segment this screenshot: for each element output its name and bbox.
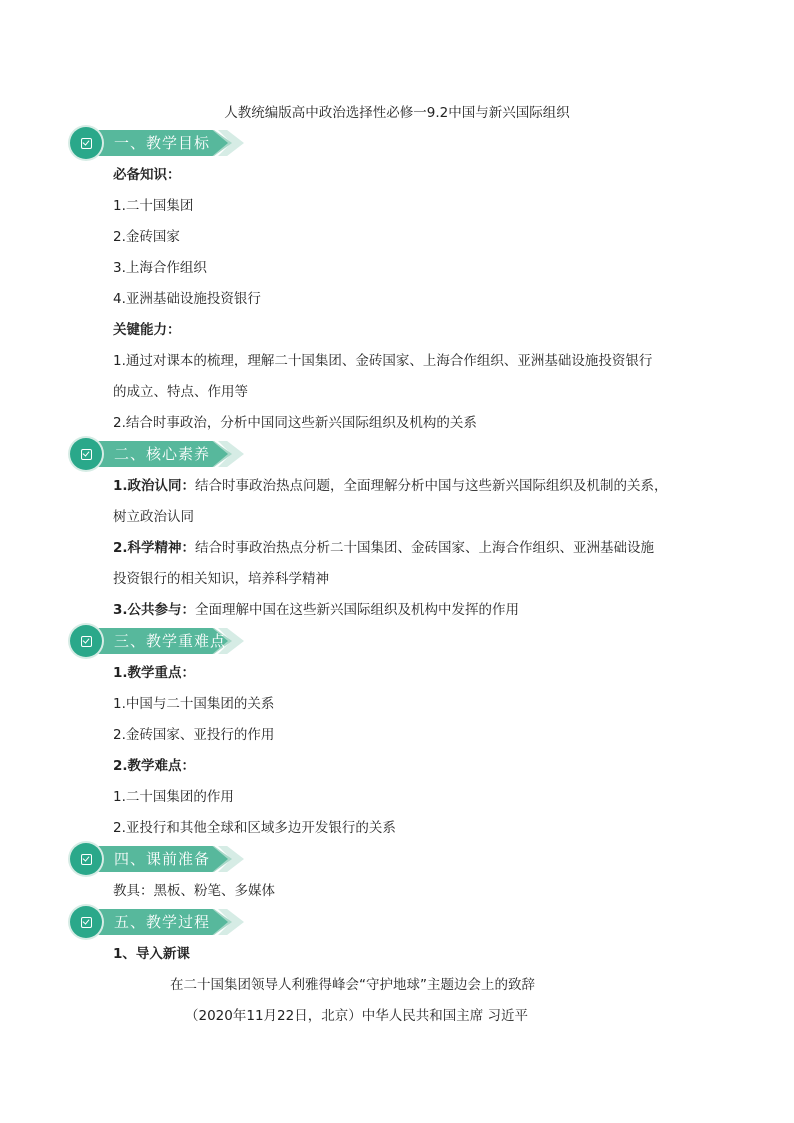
knowledge-heading: 必备知识： bbox=[113, 167, 181, 183]
section-title: 三、教学重难点 bbox=[114, 632, 227, 650]
section-banner-core-literacy bbox=[70, 437, 245, 471]
list-item: 4.亚洲基础设施投资银行 bbox=[113, 291, 261, 307]
difficult-points-heading: 2.教学难点： bbox=[113, 758, 196, 774]
section-banner-preparation bbox=[70, 842, 245, 876]
key-points-heading: 1.教学重点： bbox=[113, 665, 196, 681]
list-item: 1.通过对课本的梳理，理解二十国集团、金砖国家、上海合作组织、亚洲基础设施投资银行 bbox=[113, 353, 653, 369]
speech-title: 在二十国集团领导人利雅得峰会“守护地球”主题边会上的致辞 bbox=[170, 977, 535, 993]
section-title: 五、教学过程 bbox=[114, 913, 211, 931]
literacy-text: 结合时事政治热点分析二十国集团、金砖国家、上海合作组织、亚洲基础设施 bbox=[195, 540, 655, 556]
step-heading: 1、导入新课 bbox=[113, 946, 190, 962]
section-banner-process bbox=[70, 905, 245, 939]
literacy-item-continued: 投资银行的相关知识，培养科学精神 bbox=[113, 571, 329, 587]
checkbox-icon bbox=[70, 127, 102, 159]
speech-meta: （2020年11月22日，北京）中华人民共和国主席 习近平 bbox=[185, 1008, 529, 1024]
section-title: 二、核心素养 bbox=[114, 445, 211, 463]
literacy-item bbox=[113, 600, 519, 620]
section-banner-key-difficult-points bbox=[70, 624, 245, 658]
section-title: 四、课前准备 bbox=[114, 850, 211, 868]
list-item: 1.中国与二十国集团的关系 bbox=[113, 696, 275, 712]
checkbox-icon bbox=[70, 843, 102, 875]
list-item: 2.结合时事政治，分析中国同这些新兴国际组织及机构的关系 bbox=[113, 415, 477, 431]
literacy-item bbox=[113, 538, 654, 558]
section-banner-objectives bbox=[70, 126, 245, 160]
list-item: 2.金砖国家、亚投行的作用 bbox=[113, 727, 275, 743]
literacy-label: 2.科学精神： bbox=[113, 540, 196, 556]
list-item: 2.金砖国家 bbox=[113, 229, 180, 245]
literacy-label: 1.政治认同： bbox=[113, 478, 196, 494]
ability-heading: 关键能力： bbox=[113, 322, 181, 338]
literacy-label: 3.公共参与： bbox=[113, 602, 196, 618]
list-item: 1.二十国集团的作用 bbox=[113, 789, 234, 805]
checkbox-icon bbox=[70, 438, 102, 470]
section-title: 一、教学目标 bbox=[114, 134, 211, 152]
list-item: 2.亚投行和其他全球和区域多边开发银行的关系 bbox=[113, 820, 396, 836]
list-item: 1.二十国集团 bbox=[113, 198, 194, 214]
checkbox-icon bbox=[70, 625, 102, 657]
list-item: 3.上海合作组织 bbox=[113, 260, 207, 276]
literacy-item bbox=[113, 476, 668, 496]
document-title: 人教统编版高中政治选择性必修一9.2中国与新兴国际组织 bbox=[224, 105, 570, 121]
checkbox-icon bbox=[70, 906, 102, 938]
literacy-text: 结合时事政治热点问题，全面理解分析中国与这些新兴国际组织及机制的关系， bbox=[195, 478, 668, 494]
teaching-tools: 教具：黑板、粉笔、多媒体 bbox=[113, 883, 275, 899]
literacy-text: 全面理解中国在这些新兴国际组织及机构中发挥的作用 bbox=[195, 602, 520, 618]
list-item-continued: 的成立、特点、作用等 bbox=[113, 384, 248, 400]
literacy-item-continued: 树立政治认同 bbox=[113, 509, 194, 525]
